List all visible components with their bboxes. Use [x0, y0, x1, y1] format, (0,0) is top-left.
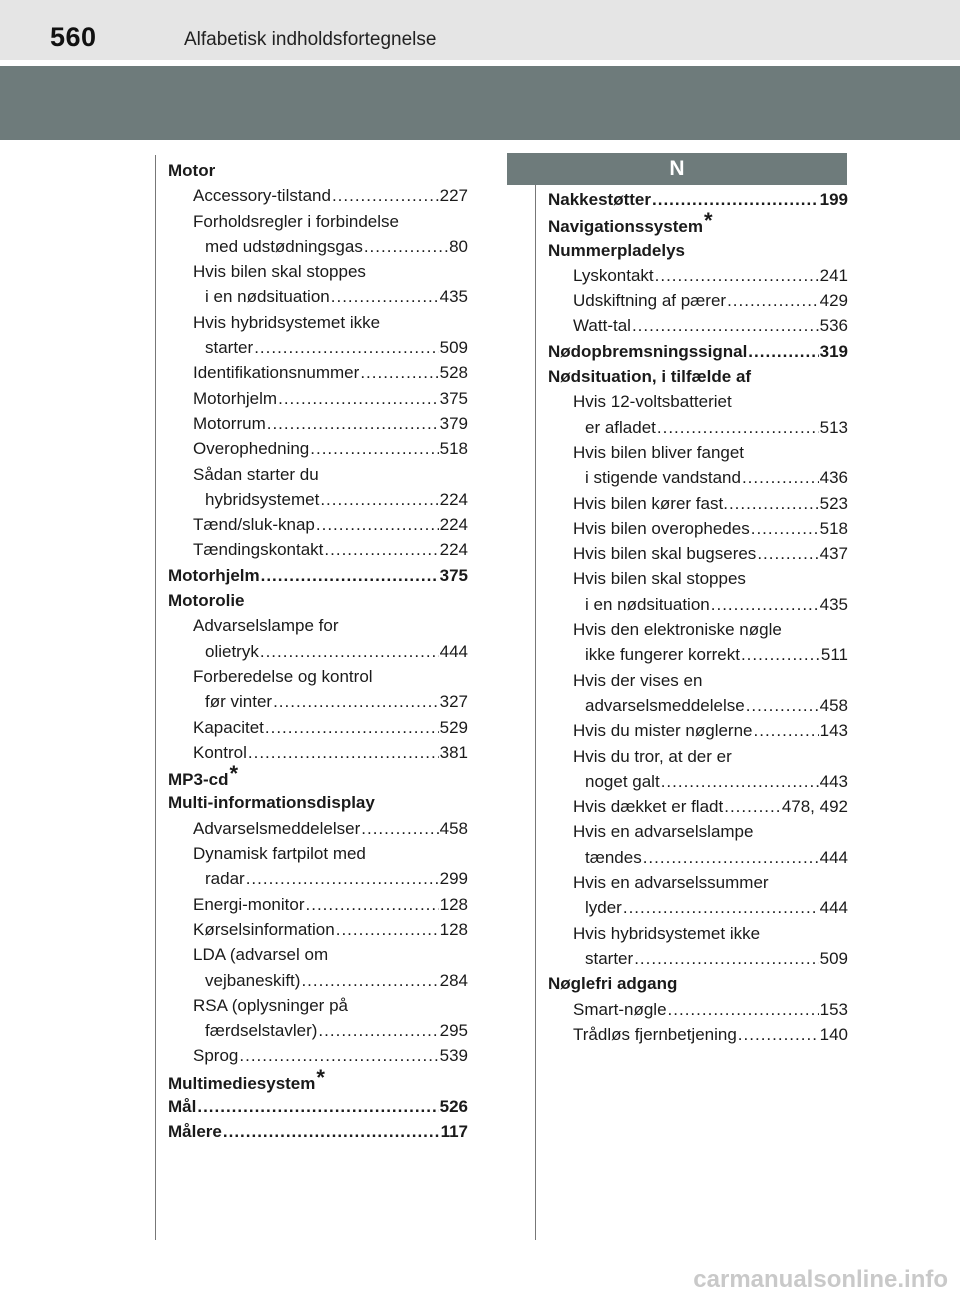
- dot-leader: [757, 541, 818, 566]
- index-heading: [168, 158, 468, 183]
- index-term: Hvis der vises en: [573, 670, 703, 690]
- page-reference: 529: [439, 717, 468, 737]
- index-entry: [168, 310, 468, 335]
- dot-leader: [301, 968, 438, 993]
- index-entry: [168, 613, 468, 638]
- index-entry: [548, 415, 848, 440]
- index-term: Smart-nøgle: [573, 999, 667, 1019]
- index-entry: [548, 313, 848, 338]
- index-term: færdselstavler): [205, 1021, 318, 1041]
- page-reference: 536: [819, 316, 848, 336]
- page-reference: 224: [439, 540, 468, 560]
- index-term: Hvis bilen skal stoppes: [573, 569, 746, 589]
- dot-leader: [360, 360, 438, 385]
- index-entry: [548, 1022, 848, 1047]
- page-number: 560: [50, 22, 97, 52]
- index-entry: [548, 491, 848, 516]
- page-reference: 375: [439, 388, 468, 408]
- index-term: Hvis en advarselslampe: [573, 822, 754, 842]
- index-heading: [168, 790, 468, 815]
- dot-leader: [741, 642, 820, 667]
- index-term: Navigationssystem: [548, 217, 703, 237]
- index-entry: [548, 895, 848, 920]
- index-term: Advarselslampe for: [193, 616, 339, 636]
- index-term: Overophedning: [193, 439, 310, 459]
- index-term: i en nødsituation: [585, 594, 710, 614]
- dot-leader: [336, 917, 439, 942]
- dot-leader: [254, 335, 438, 360]
- dot-leader: [748, 339, 818, 364]
- footnote-asterisk: *: [703, 208, 713, 234]
- page-reference: 528: [439, 363, 468, 383]
- index-entry: [168, 386, 468, 411]
- index-entry: [168, 866, 468, 891]
- index-term: tændes: [585, 847, 642, 867]
- dot-leader: [278, 386, 439, 411]
- index-term: noget galt: [585, 771, 660, 791]
- dot-leader: [246, 866, 439, 891]
- watermark: carmanualsonline.info: [693, 1266, 948, 1293]
- dot-leader: [746, 693, 819, 718]
- index-heading: [548, 187, 848, 212]
- index-term: Hvis en advarselssummer: [573, 873, 769, 893]
- page-reference: 227: [439, 186, 468, 206]
- index-heading: [548, 238, 848, 263]
- index-entry: [168, 892, 468, 917]
- index-entry: [168, 436, 468, 461]
- index-term: Mål: [168, 1096, 197, 1116]
- dot-leader: [632, 313, 819, 338]
- index-entry: [548, 693, 848, 718]
- index-term: Accessory-tilstand: [193, 186, 331, 206]
- dot-leader: [248, 740, 439, 765]
- page-reference: 444: [439, 641, 468, 661]
- index-term: Nøglefri adgang: [548, 974, 678, 994]
- dot-leader: [652, 187, 819, 212]
- page-reference: 319: [819, 341, 848, 361]
- index-term: Hvis bilen overophedes: [573, 518, 750, 538]
- index-term: Multi-informationsdisplay: [168, 793, 375, 813]
- dot-leader: [239, 1043, 438, 1068]
- page-reference: 513: [819, 417, 848, 437]
- index-term: Multimediesystem: [168, 1073, 316, 1093]
- dot-leader: [364, 234, 448, 259]
- page-reference: 295: [439, 1021, 468, 1041]
- page-reference: 241: [819, 265, 848, 285]
- index-term: starter: [585, 948, 634, 968]
- index-entry: [168, 284, 468, 309]
- page-reference: 327: [439, 692, 468, 712]
- page-reference: 429: [819, 291, 848, 311]
- index-term: Nummerpladelys: [548, 240, 685, 260]
- index-entry: [168, 462, 468, 487]
- index-entry: [168, 689, 468, 714]
- index-heading: [548, 971, 848, 996]
- index-entry: [168, 537, 468, 562]
- dot-leader: [223, 1119, 440, 1144]
- dot-leader: [273, 689, 439, 714]
- index-entry: [168, 968, 468, 993]
- index-entry: [168, 639, 468, 664]
- index-term: Motor: [168, 161, 216, 180]
- index-term: olietryk: [205, 641, 259, 661]
- index-entry: [168, 816, 468, 841]
- index-entry: [168, 715, 468, 740]
- dot-leader: [623, 895, 819, 920]
- page-reference: 511: [820, 645, 848, 665]
- index-column-right: [548, 187, 848, 1047]
- dot-leader: [318, 1018, 438, 1043]
- page-reference: 518: [439, 439, 468, 459]
- index-term: Nakkestøtter: [548, 190, 651, 209]
- index-term: Motorhjelm: [193, 388, 278, 408]
- dot-leader: [742, 465, 819, 490]
- page-reference: 117: [440, 1122, 468, 1142]
- index-term: Sprog: [193, 1046, 239, 1066]
- index-term: Hvis 12-voltsbatteriet: [573, 392, 732, 412]
- index-entry: [168, 360, 468, 385]
- index-entry: [168, 209, 468, 234]
- index-term: Motorrum: [193, 413, 266, 433]
- index-heading: [548, 364, 848, 389]
- page-reference: 299: [439, 869, 468, 889]
- index-entry: [548, 921, 848, 946]
- dot-leader: [668, 997, 819, 1022]
- index-entry: [548, 541, 848, 566]
- dot-leader: [260, 639, 439, 664]
- page-reference: 128: [439, 894, 468, 914]
- index-term: Lyskontakt: [573, 265, 654, 285]
- page-reference: 437: [819, 544, 848, 564]
- index-term: Dynamisk fartpilot med: [193, 844, 366, 864]
- page-reference: 458: [439, 818, 468, 838]
- page-reference: 443: [819, 771, 848, 791]
- index-term: Forberedelse og kontrol: [193, 666, 373, 686]
- index-heading: [548, 339, 848, 364]
- page-reference: 458: [819, 695, 848, 715]
- index-term: Advarselsmeddelelser: [193, 818, 361, 838]
- index-entry: [168, 664, 468, 689]
- index-entry: [548, 465, 848, 490]
- page-reference: 224: [439, 489, 468, 509]
- index-term: Hvis dækket er fladt: [573, 797, 724, 817]
- index-entry: [168, 1018, 468, 1043]
- index-term: Hvis bilen skal stoppes: [193, 262, 366, 282]
- left-rule: [155, 155, 156, 1240]
- dot-leader: [316, 512, 439, 537]
- index-term: Forholdsregler i forbindelse: [193, 211, 399, 231]
- index-term: LDA (advarsel om: [193, 945, 329, 965]
- index-heading: [168, 588, 468, 613]
- index-heading: [168, 1094, 468, 1119]
- index-entry: [548, 946, 848, 971]
- page-reference: 444: [819, 898, 848, 918]
- index-entry: [168, 512, 468, 537]
- index-term: Nødopbremsningssignal: [548, 341, 748, 361]
- index-term: vejbaneskift): [205, 970, 301, 990]
- footnote-asterisk: *: [316, 1064, 325, 1090]
- index-heading: [168, 1064, 468, 1094]
- dot-leader: [306, 892, 439, 917]
- index-column-left: [168, 158, 468, 1145]
- index-term: lyder: [585, 898, 622, 918]
- index-term: Kørselsinformation: [193, 919, 335, 939]
- index-term: advarselsmeddelelse: [585, 695, 745, 715]
- index-term: Nødsituation, i tilfælde af: [548, 367, 752, 387]
- index-term: Hvis bilen bliver fanget: [573, 442, 745, 462]
- dot-leader: [643, 845, 819, 870]
- dot-leader: [265, 715, 439, 740]
- index-entry: [548, 516, 848, 541]
- page-reference: 436: [819, 468, 848, 488]
- index-entry: [548, 794, 848, 819]
- index-heading: [168, 1119, 468, 1144]
- dot-leader: [197, 1094, 438, 1119]
- index-term: Hvis du tror, at der er: [573, 746, 732, 766]
- index-term: Hvis hybridsystemet ikke: [573, 923, 761, 943]
- index-term: i stigende vandstand: [585, 468, 741, 488]
- header-banner: [0, 66, 960, 140]
- index-entry: [548, 617, 848, 642]
- index-entry: [548, 440, 848, 465]
- index-entry: [548, 592, 848, 617]
- index-term: Energi-monitor: [193, 894, 305, 914]
- index-entry: [168, 183, 468, 208]
- page-reference: 140: [819, 1024, 848, 1044]
- dot-leader: [711, 592, 819, 617]
- index-entry: [548, 642, 848, 667]
- dot-leader: [724, 794, 781, 819]
- index-term: starter: [205, 338, 254, 358]
- page-reference: 80: [449, 236, 468, 256]
- page-reference: 435: [819, 594, 848, 614]
- page-reference: 526: [439, 1096, 468, 1116]
- index-term: Hvis du mister nøglerne: [573, 721, 753, 741]
- index-entry: [548, 819, 848, 844]
- index-entry: [548, 769, 848, 794]
- dot-leader: [324, 537, 438, 562]
- page-reference: 435: [439, 287, 468, 307]
- dot-leader: [655, 263, 819, 288]
- page-reference: 199: [819, 190, 848, 209]
- index-term: Målere: [168, 1122, 222, 1142]
- index-heading: [168, 761, 468, 790]
- dot-leader: [661, 769, 819, 794]
- dot-leader: [332, 183, 439, 208]
- page-header: [0, 0, 960, 60]
- page-reference: 375: [439, 565, 468, 585]
- index-entry: [168, 335, 468, 360]
- index-entry: [548, 288, 848, 313]
- index-entry: [548, 668, 848, 693]
- dot-leader: [267, 411, 439, 436]
- index-term: Hvis den elektroniske nøgle: [573, 620, 782, 640]
- dot-leader: [738, 1022, 819, 1047]
- index-term: før vinter: [205, 692, 273, 712]
- page-reference: 478, 492: [781, 797, 848, 817]
- index-entry: [548, 997, 848, 1022]
- index-entry: [548, 744, 848, 769]
- index-entry: [168, 259, 468, 284]
- index-entry: [168, 841, 468, 866]
- dot-leader: [729, 491, 819, 516]
- dot-leader: [727, 288, 819, 313]
- index-term: Udskiftning af pærer: [573, 291, 727, 311]
- page-reference: 539: [439, 1046, 468, 1066]
- index-entry: [168, 487, 468, 512]
- index-term: Sådan starter du: [193, 464, 319, 484]
- middle-rule: [535, 155, 536, 1240]
- index-term: i en nødsituation: [205, 287, 330, 307]
- page-reference: 444: [819, 847, 848, 867]
- dot-leader: [361, 816, 438, 841]
- index-term: Kapacitet: [193, 717, 264, 737]
- index-entry: [548, 389, 848, 414]
- page-reference: 224: [439, 515, 468, 535]
- index-term: Hvis bilen kører fast.: [573, 493, 728, 513]
- dot-leader: [331, 284, 439, 309]
- index-entry: [548, 870, 848, 895]
- index-term: Tænd/sluk-knap: [193, 515, 315, 535]
- page-reference: 379: [439, 413, 468, 433]
- dot-leader: [754, 718, 819, 743]
- index-entry: [168, 234, 468, 259]
- dot-leader: [261, 563, 439, 588]
- index-entry: [168, 740, 468, 765]
- page-reference: 284: [439, 970, 468, 990]
- index-entry: [168, 917, 468, 942]
- page-title: Alfabetisk indholdsfortegnelse: [184, 29, 437, 50]
- index-term: med udstødningsgas: [205, 236, 363, 256]
- index-term: Kontrol: [193, 742, 247, 762]
- index-entry: [168, 993, 468, 1018]
- index-term: er afladet: [585, 417, 656, 437]
- index-entry: [548, 566, 848, 591]
- page-reference: 128: [439, 919, 468, 939]
- index-term: Motorhjelm: [168, 565, 260, 585]
- index-entry: [168, 411, 468, 436]
- footnote-asterisk: *: [229, 761, 239, 787]
- index-term: hybridsystemet: [205, 489, 320, 509]
- section-letter-heading: N: [507, 153, 847, 185]
- page-reference: 143: [819, 721, 848, 741]
- index-term: RSA (oplysninger på: [193, 995, 348, 1015]
- dot-leader: [310, 436, 438, 461]
- index-entry: [548, 845, 848, 870]
- index-term: Watt-tal: [573, 316, 631, 336]
- page-reference: 518: [819, 518, 848, 538]
- index-term: Tændingskontakt: [193, 540, 324, 560]
- page-reference: 523: [819, 493, 848, 513]
- page-reference: 153: [819, 999, 848, 1019]
- index-entry: [548, 718, 848, 743]
- dot-leader: [657, 415, 819, 440]
- page-reference: 509: [819, 948, 848, 968]
- page-reference: 381: [439, 742, 468, 762]
- dot-leader: [320, 487, 438, 512]
- index-term: Motorolie: [168, 591, 245, 611]
- index-term: radar: [205, 869, 245, 889]
- index-heading: [548, 208, 848, 237]
- index-entry: [548, 263, 848, 288]
- index-term: ikke fungerer korrekt: [585, 645, 740, 665]
- index-term: Identifikationsnummer: [193, 363, 360, 383]
- index-term: Hvis bilen skal bugseres: [573, 544, 757, 564]
- index-term: Hvis hybridsystemet ikke: [193, 312, 381, 332]
- index-term: MP3-cd: [168, 770, 229, 790]
- dot-leader: [634, 946, 818, 971]
- index-entry: [168, 942, 468, 967]
- dot-leader: [751, 516, 819, 541]
- index-term: Trådløs fjernbetjening: [573, 1024, 737, 1044]
- index-heading: [168, 563, 468, 588]
- page-reference: 509: [439, 338, 468, 358]
